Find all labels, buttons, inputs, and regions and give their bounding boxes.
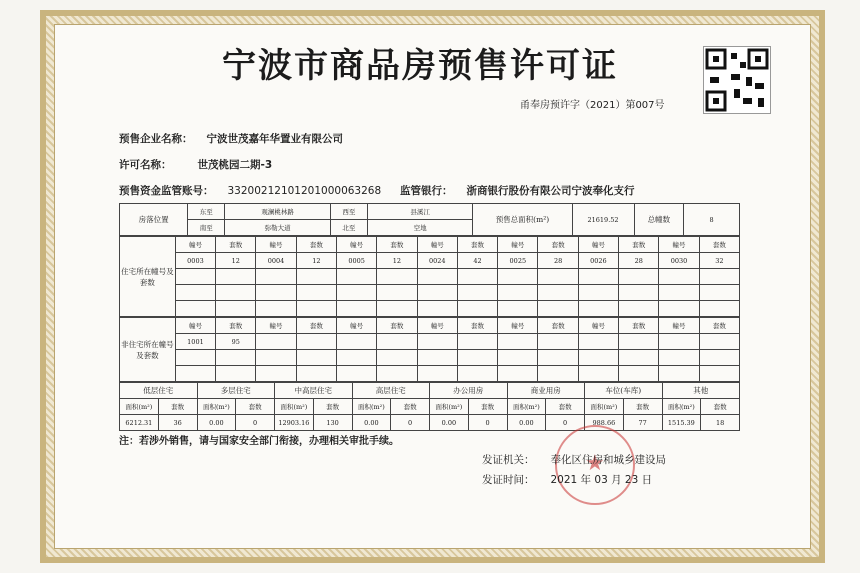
units-header: 套数 bbox=[619, 237, 659, 253]
units-header: 套数 bbox=[158, 399, 197, 415]
category-header: 其他 bbox=[662, 383, 740, 399]
units-cell: 0 bbox=[468, 415, 507, 431]
east-value: 观澜桃林路 bbox=[225, 204, 330, 220]
building-no-cell: 0003 bbox=[175, 253, 215, 269]
empty-cell bbox=[659, 269, 699, 285]
residential-table bbox=[119, 236, 740, 317]
empty-cell bbox=[457, 366, 497, 382]
building-no-cell: 0025 bbox=[498, 253, 538, 269]
empty-cell bbox=[216, 269, 256, 285]
empty-cell bbox=[175, 269, 215, 285]
empty-cell bbox=[498, 301, 538, 317]
category-table bbox=[119, 382, 740, 431]
empty-cell bbox=[578, 269, 618, 285]
west-value: 县溪江 bbox=[367, 204, 472, 220]
area-header: 面积(m²) bbox=[662, 399, 701, 415]
nonresidential-table bbox=[119, 317, 740, 382]
buildings-value: 8 bbox=[684, 204, 740, 236]
building-no-cell bbox=[336, 334, 376, 350]
empty-cell bbox=[659, 350, 699, 366]
building-no-cell bbox=[659, 334, 699, 350]
empty-cell bbox=[498, 366, 538, 382]
building-no-cell: 0024 bbox=[417, 253, 457, 269]
empty-cell bbox=[619, 350, 659, 366]
units-cell: 12 bbox=[296, 253, 336, 269]
empty-cell bbox=[377, 285, 417, 301]
project-value: 世茂桃园二期-3 bbox=[197, 159, 273, 171]
units-header: 套数 bbox=[296, 318, 336, 334]
area-header: 面积(m²) bbox=[120, 399, 159, 415]
building-no-cell: 0004 bbox=[256, 253, 296, 269]
building-no-cell bbox=[578, 334, 618, 350]
empty-cell bbox=[175, 350, 215, 366]
empty-cell bbox=[578, 366, 618, 382]
empty-cell bbox=[296, 269, 336, 285]
qr-code bbox=[703, 46, 771, 114]
units-cell: 12 bbox=[377, 253, 417, 269]
bank-label: 监管银行： bbox=[400, 185, 453, 197]
area-header: 面积(m²) bbox=[197, 399, 236, 415]
area-cell: 0.00 bbox=[430, 415, 469, 431]
empty-cell bbox=[377, 366, 417, 382]
units-header: 套数 bbox=[216, 318, 256, 334]
empty-cell bbox=[538, 350, 578, 366]
units-cell bbox=[457, 334, 497, 350]
units-cell: 95 bbox=[216, 334, 256, 350]
empty-cell bbox=[336, 269, 376, 285]
area-value: 21619.52 bbox=[572, 204, 634, 236]
units-cell: 0 bbox=[391, 415, 430, 431]
empty-cell bbox=[578, 350, 618, 366]
units-cell bbox=[538, 334, 578, 350]
bank-field bbox=[400, 183, 635, 198]
units-header: 套数 bbox=[236, 399, 275, 415]
residential-label: 住宅所在幢号及套数 bbox=[120, 237, 176, 317]
empty-cell bbox=[417, 366, 457, 382]
empty-cell bbox=[457, 301, 497, 317]
units-cell: 42 bbox=[457, 253, 497, 269]
empty-cell bbox=[175, 366, 215, 382]
units-cell: 77 bbox=[623, 415, 662, 431]
building-no-header: 幢号 bbox=[578, 237, 618, 253]
date-row bbox=[482, 472, 652, 487]
empty-cell bbox=[417, 350, 457, 366]
south-label: 南至 bbox=[188, 220, 225, 236]
issuer-value: 奉化区住房和城乡建设局 bbox=[550, 454, 666, 466]
issuer-row bbox=[482, 452, 666, 467]
note: 注：若涉外销售，请与国家安全部门衔接，办理相关审批手续。 bbox=[119, 436, 399, 447]
units-header: 套数 bbox=[457, 318, 497, 334]
units-cell: 28 bbox=[619, 253, 659, 269]
units-header: 套数 bbox=[619, 318, 659, 334]
project-field bbox=[119, 157, 272, 172]
north-label: 北至 bbox=[330, 220, 367, 236]
category-header: 车位(车库) bbox=[585, 383, 663, 399]
area-cell: 12903.16 bbox=[275, 415, 314, 431]
empty-cell bbox=[457, 269, 497, 285]
date-value: 2021 年 03 月 23 日 bbox=[550, 474, 653, 486]
units-cell: 12 bbox=[216, 253, 256, 269]
area-cell: 0.00 bbox=[507, 415, 546, 431]
empty-cell bbox=[296, 350, 336, 366]
issuer-label: 发证机关： bbox=[482, 454, 535, 466]
area-header: 面积(m²) bbox=[275, 399, 314, 415]
empty-cell bbox=[538, 285, 578, 301]
empty-cell bbox=[175, 285, 215, 301]
south-value: 弥勒大道 bbox=[225, 220, 330, 236]
category-header: 商业用房 bbox=[507, 383, 585, 399]
empty-cell bbox=[256, 301, 296, 317]
empty-cell bbox=[699, 269, 739, 285]
empty-cell bbox=[457, 350, 497, 366]
empty-cell bbox=[256, 350, 296, 366]
bank-value: 浙商银行股份有限公司宁波奉化支行 bbox=[466, 185, 635, 197]
empty-cell bbox=[216, 366, 256, 382]
empty-cell bbox=[619, 301, 659, 317]
empty-cell bbox=[377, 350, 417, 366]
empty-cell bbox=[216, 350, 256, 366]
empty-cell bbox=[699, 366, 739, 382]
building-no-cell bbox=[256, 334, 296, 350]
empty-cell bbox=[256, 269, 296, 285]
building-no-cell: 0026 bbox=[578, 253, 618, 269]
building-no-header: 幢号 bbox=[336, 237, 376, 253]
east-label: 东至 bbox=[188, 204, 225, 220]
area-cell: 988.66 bbox=[585, 415, 624, 431]
empty-cell bbox=[377, 269, 417, 285]
west-label: 西至 bbox=[330, 204, 367, 220]
building-no-header: 幢号 bbox=[336, 318, 376, 334]
empty-cell bbox=[377, 301, 417, 317]
empty-cell bbox=[578, 285, 618, 301]
empty-cell bbox=[659, 285, 699, 301]
empty-cell bbox=[619, 269, 659, 285]
empty-cell bbox=[699, 301, 739, 317]
location-table bbox=[119, 203, 740, 236]
units-header: 套数 bbox=[468, 399, 507, 415]
building-no-header: 幢号 bbox=[498, 237, 538, 253]
units-cell: 32 bbox=[699, 253, 739, 269]
building-no-cell bbox=[498, 334, 538, 350]
buildings-label: 总幢数 bbox=[634, 204, 684, 236]
empty-cell bbox=[216, 301, 256, 317]
units-cell: 130 bbox=[313, 415, 352, 431]
area-cell: 1515.39 bbox=[662, 415, 701, 431]
empty-cell bbox=[216, 285, 256, 301]
building-no-cell: 1001 bbox=[175, 334, 215, 350]
units-header: 套数 bbox=[216, 237, 256, 253]
empty-cell bbox=[417, 301, 457, 317]
units-header: 套数 bbox=[538, 237, 578, 253]
empty-cell bbox=[296, 366, 336, 382]
empty-cell bbox=[538, 301, 578, 317]
units-cell bbox=[619, 334, 659, 350]
building-no-header: 幢号 bbox=[498, 318, 538, 334]
account-value: 33200212101201000063268 bbox=[227, 185, 382, 197]
building-no-cell: 0005 bbox=[336, 253, 376, 269]
units-header: 套数 bbox=[699, 318, 739, 334]
building-no-header: 幢号 bbox=[578, 318, 618, 334]
empty-cell bbox=[417, 269, 457, 285]
units-header: 套数 bbox=[377, 237, 417, 253]
category-header: 高层住宅 bbox=[352, 383, 430, 399]
area-header: 面积(m²) bbox=[585, 399, 624, 415]
area-header: 面积(m²) bbox=[507, 399, 546, 415]
empty-cell bbox=[659, 366, 699, 382]
units-cell bbox=[296, 334, 336, 350]
building-no-header: 幢号 bbox=[659, 237, 699, 253]
empty-cell bbox=[336, 285, 376, 301]
units-header: 套数 bbox=[313, 399, 352, 415]
empty-cell bbox=[699, 285, 739, 301]
building-no-header: 幢号 bbox=[417, 318, 457, 334]
empty-cell bbox=[256, 366, 296, 382]
units-header: 套数 bbox=[391, 399, 430, 415]
building-no-header: 幢号 bbox=[256, 318, 296, 334]
empty-cell bbox=[296, 301, 336, 317]
permit-number: 甬奉房预许字（2021）第007号 bbox=[520, 100, 665, 111]
empty-cell bbox=[417, 285, 457, 301]
building-no-cell bbox=[417, 334, 457, 350]
account-field bbox=[119, 183, 381, 198]
building-no-header: 幢号 bbox=[175, 318, 215, 334]
units-cell: 18 bbox=[701, 415, 740, 431]
empty-cell bbox=[659, 301, 699, 317]
category-header: 多层住宅 bbox=[197, 383, 275, 399]
enterprise-label: 预售企业名称： bbox=[119, 133, 193, 145]
empty-cell bbox=[336, 301, 376, 317]
enterprise-field bbox=[119, 131, 343, 146]
empty-cell bbox=[578, 301, 618, 317]
date-label: 发证时间： bbox=[482, 474, 535, 486]
account-label: 预售资金监管账号： bbox=[119, 185, 214, 197]
units-header: 套数 bbox=[546, 399, 585, 415]
building-no-header: 幢号 bbox=[417, 237, 457, 253]
category-header: 中高层住宅 bbox=[275, 383, 353, 399]
area-cell: 6212.31 bbox=[120, 415, 159, 431]
empty-cell bbox=[538, 269, 578, 285]
location-label: 房落位置 bbox=[120, 204, 188, 236]
units-cell: 28 bbox=[538, 253, 578, 269]
units-header: 套数 bbox=[538, 318, 578, 334]
empty-cell bbox=[699, 350, 739, 366]
units-header: 套数 bbox=[377, 318, 417, 334]
building-no-cell: 0030 bbox=[659, 253, 699, 269]
units-cell bbox=[377, 334, 417, 350]
area-header: 面积(m²) bbox=[352, 399, 391, 415]
units-cell bbox=[699, 334, 739, 350]
units-header: 套数 bbox=[457, 237, 497, 253]
empty-cell bbox=[538, 366, 578, 382]
empty-cell bbox=[296, 285, 336, 301]
nonresidential-label: 非住宅所在幢号及套数 bbox=[120, 318, 176, 382]
area-label: 预售总面积(m²) bbox=[473, 204, 572, 236]
category-header: 低层住宅 bbox=[120, 383, 198, 399]
empty-cell bbox=[336, 366, 376, 382]
units-header: 套数 bbox=[623, 399, 662, 415]
units-header: 套数 bbox=[699, 237, 739, 253]
units-cell: 36 bbox=[158, 415, 197, 431]
area-cell: 0.00 bbox=[197, 415, 236, 431]
empty-cell bbox=[256, 285, 296, 301]
building-no-header: 幢号 bbox=[256, 237, 296, 253]
units-cell: 0 bbox=[236, 415, 275, 431]
empty-cell bbox=[336, 350, 376, 366]
units-cell: 0 bbox=[546, 415, 585, 431]
category-header: 办公用房 bbox=[430, 383, 508, 399]
building-no-header: 幢号 bbox=[659, 318, 699, 334]
empty-cell bbox=[175, 301, 215, 317]
area-cell: 0.00 bbox=[352, 415, 391, 431]
empty-cell bbox=[619, 366, 659, 382]
info-table bbox=[119, 203, 740, 431]
building-no-header: 幢号 bbox=[175, 237, 215, 253]
north-value: 空地 bbox=[367, 220, 472, 236]
empty-cell bbox=[457, 285, 497, 301]
enterprise-value: 宁波世茂嘉年华置业有限公司 bbox=[206, 133, 343, 145]
project-label: 许可名称： bbox=[119, 159, 172, 171]
empty-cell bbox=[498, 350, 538, 366]
area-header: 面积(m²) bbox=[430, 399, 469, 415]
units-header: 套数 bbox=[701, 399, 740, 415]
empty-cell bbox=[498, 269, 538, 285]
empty-cell bbox=[498, 285, 538, 301]
units-header: 套数 bbox=[296, 237, 336, 253]
certificate-title: 宁波市商品房预售许可证 bbox=[222, 46, 618, 86]
empty-cell bbox=[619, 285, 659, 301]
